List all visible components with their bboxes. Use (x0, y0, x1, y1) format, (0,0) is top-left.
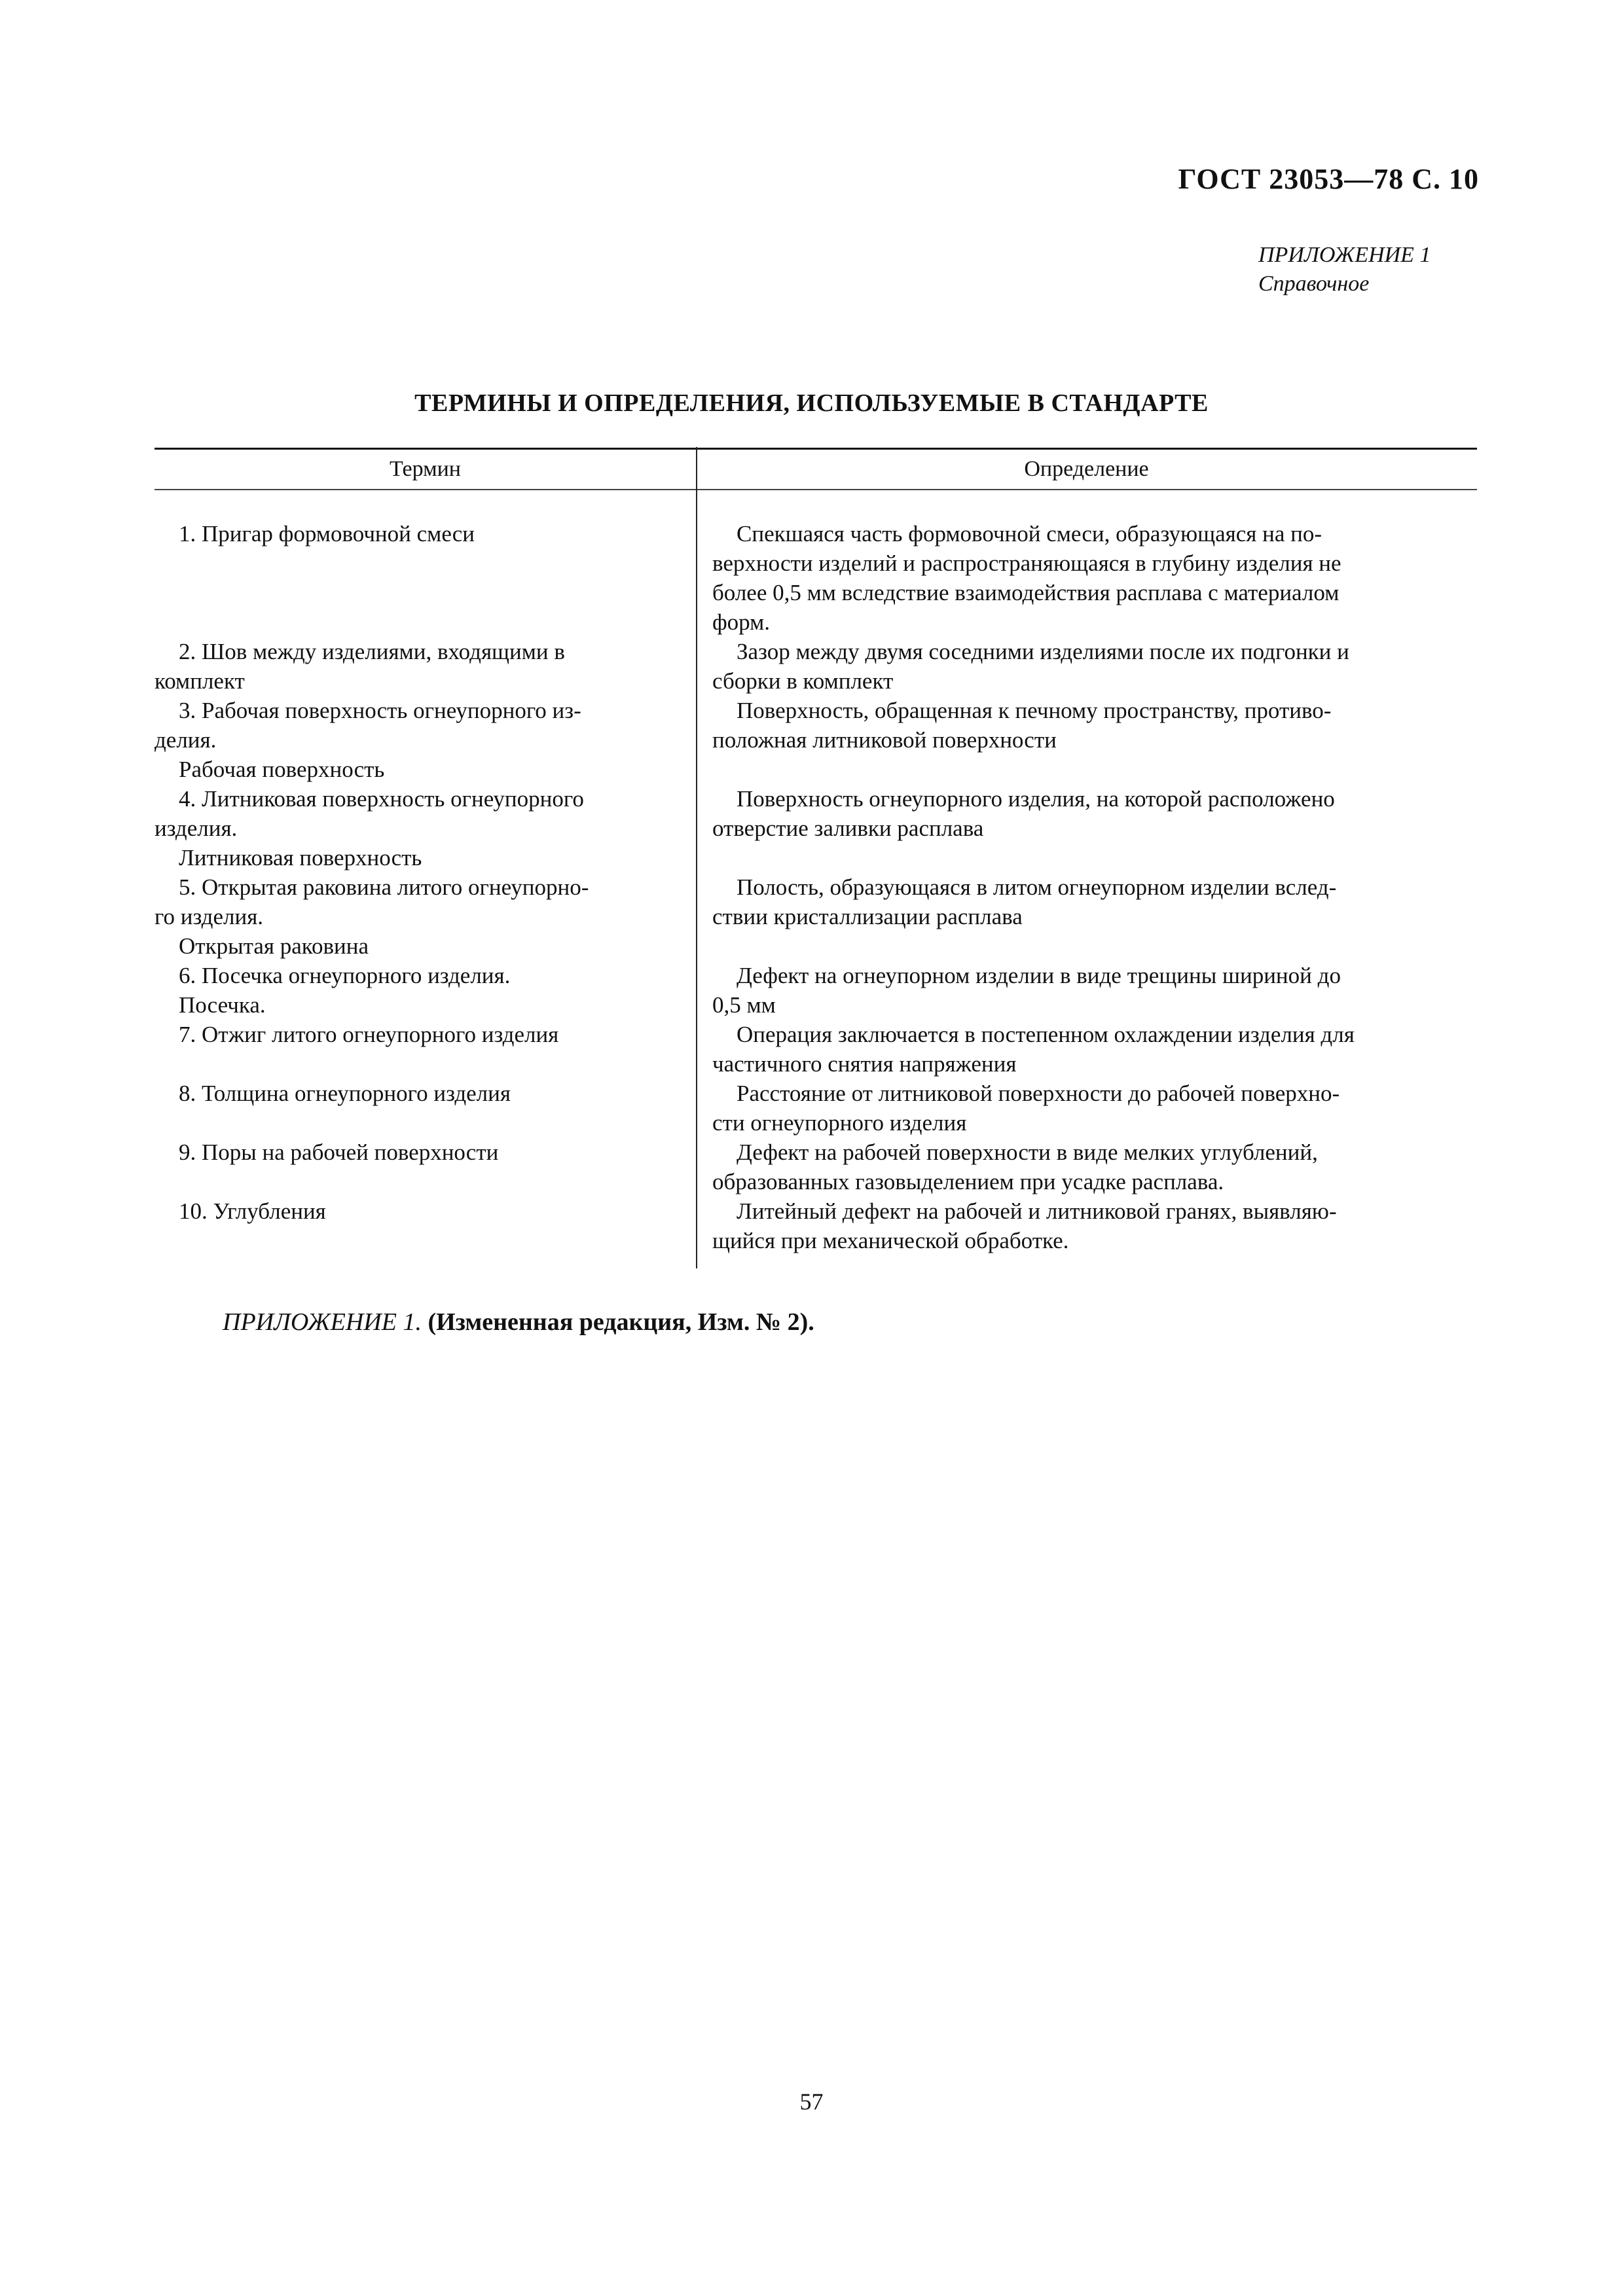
term-line: 10. Углубления (179, 1198, 326, 1224)
definition-line: положная литниковой поверхности (712, 727, 1057, 753)
definition-line: частичного снятия напряжения (712, 1051, 1017, 1077)
definition-line: верхности изделий и распространяющаяся в глубину изделия не (712, 550, 1341, 576)
appendix-label-block (1258, 241, 1431, 298)
document-header: ГОСТ 23053—78 С. 10 (1178, 163, 1479, 195)
term-line: 3. Рабочая поверхность огнеупорного из- (179, 698, 581, 723)
definition-line: более 0,5 мм вследствие взаимодействия расплава с материалом (712, 580, 1340, 605)
term-cell (155, 784, 696, 872)
definition-line: Дефект на огнеупорном изделии в виде трещины шириной до (737, 963, 1341, 988)
definition-line: форм. (712, 609, 771, 635)
term-line: Открытая раковина (179, 933, 369, 959)
section-title: ТЕРМИНЫ И ОПРЕДЕЛЕНИЯ, ИСПОЛЬЗУЕМЫЕ В СТАНДАРТЕ (414, 389, 1209, 417)
definition-cell (696, 872, 1477, 961)
definition-line: ствии кристаллизации расплава (712, 904, 1023, 929)
definition-line: Литейный дефект на рабочей и литниковой гранях, выявляю- (737, 1198, 1337, 1224)
definition-line: сти огнеупорного изделия (712, 1110, 967, 1136)
column-divider (696, 447, 697, 1268)
table-row (155, 696, 1477, 784)
table-row (155, 872, 1477, 961)
definition-line: 0,5 мм (712, 992, 776, 1018)
definition-cell (696, 696, 1477, 784)
term-line: 9. Поры на рабочей поверхности (179, 1139, 499, 1165)
definition-line: Дефект на рабочей поверхности в виде мелких углублений, (737, 1139, 1318, 1165)
appendix-type: Справочное (1258, 272, 1370, 296)
term-line: Литниковая поверхность (179, 845, 422, 870)
term-line: Рабочая поверхность (179, 757, 385, 782)
term-line: изделия. (155, 816, 238, 841)
column-header-term: Термин (390, 457, 461, 481)
definition-cell (696, 1138, 1477, 1196)
term-line: Посечка. (179, 992, 266, 1018)
table-header-row (155, 450, 1477, 490)
term-cell (155, 1138, 696, 1196)
term-line: 1. Пригар формовочной смеси (179, 521, 475, 547)
table-row (155, 961, 1477, 1020)
definition-cell (696, 519, 1477, 637)
appendix-label: ПРИЛОЖЕНИЕ 1 (1258, 243, 1431, 267)
table-row (155, 784, 1477, 872)
page-number: 57 (799, 2089, 824, 2115)
table-row (155, 519, 1477, 637)
definition-line: Полость, образующаяся в литом огнеупорном изделии вслед- (737, 874, 1337, 900)
definition-line: Спекшаяся часть формовочной смеси, образующаяся на по- (737, 521, 1322, 547)
definition-line: сборки в комплект (712, 668, 894, 694)
definition-cell (696, 1020, 1477, 1079)
term-line: 2. Шов между изделиями, входящими в (179, 639, 565, 664)
definition-line: Поверхность, обращенная к печному пространству, противо- (737, 698, 1332, 723)
table-row (155, 1079, 1477, 1138)
term-line: делия. (155, 727, 217, 753)
amendment-note-text: (Измененная редакция, Изм. № 2). (428, 1308, 814, 1336)
definition-cell (696, 784, 1477, 872)
column-header-definition: Определение (1024, 457, 1149, 481)
amendment-note-label: ПРИЛОЖЕНИЕ 1. (223, 1308, 422, 1336)
definition-cell (696, 1196, 1477, 1255)
table-row (155, 637, 1477, 696)
definition-line: Операция заключается в постепенном охлаждении изделия для (737, 1022, 1355, 1047)
terms-table (155, 448, 1477, 1255)
definition-line: щийся при механической обработке. (712, 1228, 1069, 1253)
amendment-note (223, 1308, 814, 1336)
definition-line: образованных газовыделением при усадке расплава. (712, 1169, 1224, 1194)
term-cell (155, 1079, 696, 1138)
term-cell (155, 872, 696, 961)
term-line: 8. Толщина огнеупорного изделия (179, 1081, 511, 1106)
term-line: 6. Посечка огнеупорного изделия. (179, 963, 511, 988)
term-line: 4. Литниковая поверхность огнеупорного (179, 786, 584, 812)
term-cell (155, 1196, 696, 1255)
term-cell (155, 696, 696, 784)
table-body (155, 493, 1477, 1255)
table-row (155, 1138, 1477, 1196)
term-cell (155, 519, 696, 637)
definition-cell (696, 637, 1477, 696)
definition-line: Поверхность огнеупорного изделия, на которой расположено (737, 786, 1335, 812)
table-row (155, 1196, 1477, 1255)
term-line: 7. Отжиг литого огнеупорного изделия (179, 1022, 559, 1047)
definition-line: Расстояние от литниковой поверхности до рабочей поверхно- (737, 1081, 1340, 1106)
term-line: 5. Открытая раковина литого огнеупорно- (179, 874, 589, 900)
definition-cell (696, 961, 1477, 1020)
term-line: комплект (155, 668, 245, 694)
definition-line: Зазор между двумя соседними изделиями после их подгонки и (737, 639, 1349, 664)
term-cell (155, 637, 696, 696)
term-cell (155, 961, 696, 1020)
definition-line: отверстие заливки расплава (712, 816, 984, 841)
table-row (155, 1020, 1477, 1079)
term-line: го изделия. (155, 904, 264, 929)
definition-cell (696, 1079, 1477, 1138)
term-cell (155, 1020, 696, 1079)
